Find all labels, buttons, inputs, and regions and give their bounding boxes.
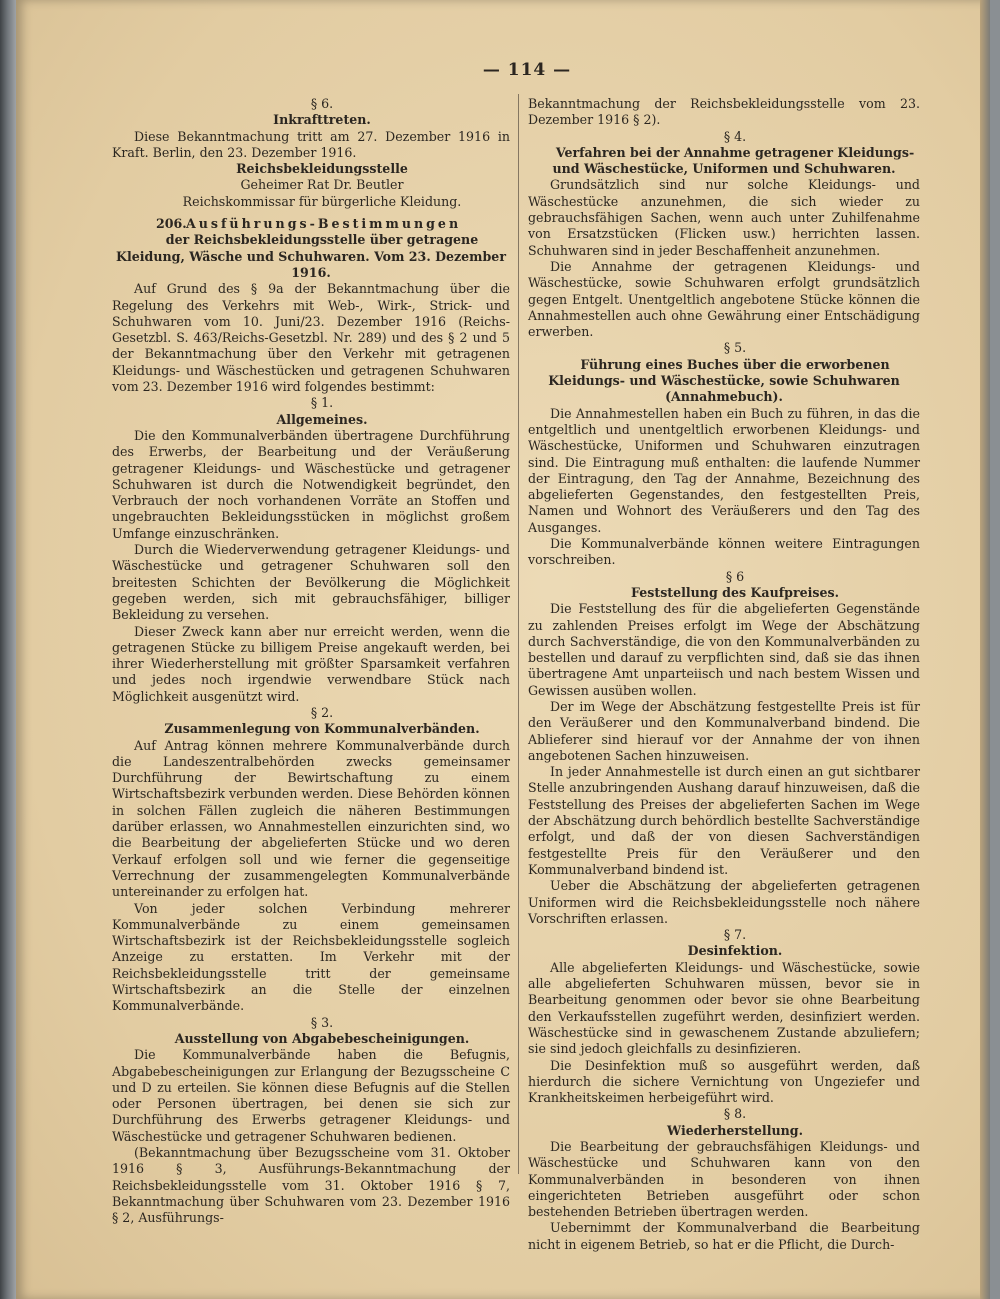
section-5-paragraph: Die Kommunalverbände können weitere Eintragungen vorschreiben.	[528, 536, 920, 568]
intro-paragraph: Auf Grund des § 9a der Bekanntmachung über die Regelung des Verkehrs mit Web-, Wirk-, Strick- und Schuhwaren vom 10. Juni/23. Dezember 1916 (Reichs-Gesetzbl. S. 463/Reichs-Gesetzbl. Nr. 289) und des § 2 und 5 der Bekanntmachung über den Verkehr mit getragenen Kleidungs- und Wäschestücken und getragenen Schuhwaren vom 23. Dezember 1916 wird folgendes bestimmt:	[112, 281, 510, 395]
section-7-header: § 7.	[723, 927, 747, 943]
section-8-paragraph: Uebernimmt der Kommunalverband die Bearbeitung nicht in eigenem Betrieb, so hat er die Pflicht, die Durch-	[528, 1220, 920, 1252]
section-8-title: Wiederherstellung.	[667, 1122, 803, 1138]
section-1-paragraph: Dieser Zweck kann aber nur erreicht werden, wenn die getragenen Stücke zu billigem Preise angekauft werden, bei ihrer Wiederherstellung mit größter Sparsamkeit verfahren und jedes noch irgendwie verwendbare Stück nach Möglichkeit ausgenützt wird.	[112, 623, 510, 704]
authority-name: Reichsbekleidungsstelle	[236, 161, 408, 177]
section-2-paragraph: Von jeder solchen Verbindung mehrerer Kommunalverbände zu einem gemeinsamen Wirtschaftsbezirk ist der Reichsbekleidungsstelle sogleich Anzeige zu erstatten. Im Verkehr mit der Reichsbekleidungsstelle tritt der gemeinsame Wirtschaftsbezirk an die Stelle der einzelnen Kommunalverbände.	[112, 900, 510, 1014]
section-4-title: Verfahren bei der Annahme getragener Kleidungs- und Wäschestücke, Uniformen und Schuhwaren.	[552, 144, 915, 177]
section-6r-paragraph: Die Feststellung des für die abgelieferten Gegenstände zu zahlenden Preises erfolgt im Wege der Abschätzung durch Sachverständige, die von den Kommunalverbänden zu bestellen und darauf zu verpflichten sind, daß sie das ihnen übertragene Amt unparteiisch und nach bestem Wissen und Gewissen ausüben wollen.	[528, 601, 920, 698]
section-3-paragraph: Die Kommunalverbände haben die Befugnis, Abgabebescheinigungen zur Erlangung der Bezugsscheine C und D zu erteilen. Sie können diese Befugnis auf die Stellen oder Personen übertragen, bei denen sie sich zur Durchführung des Erwerbs getragener Kleidungs- und Wäschestücke und getragener Schuhwaren bedienen.	[112, 1047, 510, 1144]
continuation-text: Bekanntmachung der Reichsbekleidungsstelle vom 23. Dezember 1916 § 2).	[528, 96, 920, 128]
section-6-title: Inkrafttreten.	[273, 112, 371, 128]
item-heading	[112, 216, 510, 232]
section-5-header: § 5.	[723, 340, 747, 356]
page-number: — 114 —	[482, 60, 572, 80]
section-3-paragraph: (Bekanntmachung über Bezugsscheine vom 31. Oktober 1916 § 3, Ausführungs-Bekanntmachung der Reichsbekleidungsstelle vom 31. Oktober 1916 § 7, Bekanntmachung über Schuhwaren vom 23. Dezember 1916 § 2, Ausführungs-	[112, 1145, 510, 1226]
signer-office: Reichskommissar für bürgerliche Kleidung.	[182, 193, 462, 209]
section-1-header: § 1.	[310, 395, 334, 411]
section-6r-paragraph: In jeder Annahmestelle ist durch einen an gut sichtbarer Stelle anzubringenden Aushang darauf hinzuweisen, daß die Feststellung des Preises der abgelieferten Sachen im Wege der Abschätzung durch behördlich bestellte Sachverständige erfolgt, und daß der von diesen Sachverständigen festgestellte Preis für den Veräußerer und den Kommunalverband bindend ist.	[528, 764, 920, 877]
section-7-title: Desinfektion.	[687, 943, 783, 959]
section-6r-paragraph: Der im Wege der Abschätzung festgestellte Preis ist für den Veräußerer und den Kommunalverband bindend. Die Ablieferer sind hierauf vor der Annahme der von ihnen angebotenen Sachen hinzuweisen.	[528, 698, 920, 763]
section-7-paragraph: Die Desinfektion muß so ausgeführt werden, daß hierdurch die sichere Vernichtung von Ungeziefer und Krankheitskeimen herbeigeführt wird.	[528, 1057, 920, 1106]
section-8-header: § 8.	[723, 1106, 747, 1122]
section-3-header: § 3.	[310, 1014, 334, 1030]
section-1-paragraph: Durch die Wiederverwendung getragener Kleidungs- und Wäschestücke und getragener Schuhwaren soll den breitesten Schichten der Bevölkerung die Möglichkeit gegeben werden, sich mit gebrauchsfähiger, billiger Bekleidung zu versehen.	[112, 542, 510, 623]
section-6-text: Diese Bekanntmachung tritt am 27. Dezember 1916 in Kraft. Berlin, den 23. Dezember 1916.	[112, 128, 510, 160]
section-1-paragraph: Die den Kommunalverbänden übertragene Durchführung des Erwerbs, der Bearbeitung und der Veräußerung getragener Kleidungs- und Wäschestücke und getragener Schuhwaren ist durch die Notwendigkeit begründet, den Verbrauch der noch vorhandenen Vorräte an Stoffen und ungebrauchten Bekleidungsstücken in möglichst großem Umfange einzuschränken.	[112, 427, 510, 541]
item-subtitle: der Reichsbekleidungsstelle über getragene Kleidung, Wäsche und Schuhwaren. Vom 23. Dezember 1916.	[116, 232, 506, 280]
right-column	[528, 96, 920, 1253]
section-6-header: § 6.	[310, 96, 334, 111]
section-7-paragraph: Alle abgelieferten Kleidungs- und Wäschestücke, sowie alle abgelieferten Schuhwaren müssen, bevor sie in Bearbeitung genommen oder bevor sie ohne Bearbeitung den Verkaufsstellen zugeführt werden, desinfiziert werden. Wäschestücke sind in gewaschenem Zustande abzuliefern; sie sind jedoch gleichfalls zu desinfizieren.	[528, 959, 920, 1057]
section-5-paragraph: Die Annahmestellen haben ein Buch zu führen, in das die entgeltlich und unentgeltlich erworbenen Kleidungs- und Wäschestücke, Uniformen und Schuhwaren einzutragen sind. Die Eintragung muß enthalten: die laufende Nummer der Eintragung, den Tag der Annahme, Bezeichnung des abgelieferten Gegenstandes, den festgestellten Preis, Namen und Wohnort des Veräußerers und den Tag des Ausganges.	[528, 405, 920, 535]
section-6r-title: Feststellung des Kaufpreises.	[631, 584, 839, 600]
section-8-paragraph: Die Bearbeitung der gebrauchsfähigen Kleidungs- und Wäschestücke und Schuhwaren kann von den Kommunalverbänden in besonderen von ihnen eingerichteten Betrieben ausgeführt oder schon bestehenden Betrieben übertragen werden.	[528, 1139, 920, 1220]
column-divider	[518, 94, 519, 1174]
section-4-paragraph: Die Annahme der getragenen Kleidungs- und Wäschestücke, sowie Schuhwaren erfolgt grundsätzlich gegen Entgelt. Unentgeltlich angebotene Stücke können die Annahmestellen auch ohne Gewährung einer Entschädigung erwerben.	[528, 258, 920, 340]
section-4-paragraph: Grundsätzlich sind nur solche Kleidungs- und Wäschestücke anzunehmen, die sich wieder zu gebrauchsfähigen Sachen, wenn auch unter Zuhilfenahme von Ersatzstücken (Flicken usw.) herrichten lassen. Schuhwaren sind in jeder Beschaffenheit anzunehmen.	[528, 177, 920, 258]
section-6r-paragraph: Ueber die Abschätzung der abgelieferten getragenen Uniformen wird die Reichsbekleidungsstelle noch nähere Vorschriften erlassen.	[528, 878, 920, 926]
section-5-title: Führung eines Buches über die erworbenen Kleidungs- und Wäschestücke, sowie Schuhwaren (Annahmebuch).	[548, 356, 900, 405]
section-4-header: § 4.	[723, 128, 747, 144]
section-1-title: Allgemeines.	[276, 411, 368, 427]
signer-name: Geheimer Rat Dr. Beutler	[240, 177, 404, 193]
section-6r-header: § 6	[725, 568, 745, 584]
item-number: 206.	[156, 216, 187, 232]
page-edge	[980, 0, 990, 1299]
section-2-header: § 2.	[310, 704, 334, 720]
left-column	[112, 96, 510, 1226]
book-binding	[0, 0, 16, 1299]
item-title: Ausführungs-Bestimmungen	[186, 216, 462, 232]
section-3-title: Ausstellung von Abgabebescheinigungen.	[174, 1030, 470, 1046]
section-2-paragraph: Auf Antrag können mehrere Kommunalverbände durch die Landeszentralbehörden zwecks gemeinsamer Durchführung der Bewirtschaftung zu einem Wirtschaftsbezirk verbunden werden. Diese Behörden können in solchen Fällen zugleich die näheren Bestimmungen darüber erlassen, wo Annahmestellen einzurichten sind, wo die Bearbeitung der abgelieferten Stücke und wo deren Verkauf erfolgen soll und wie ferner die gegenseitige Verrechnung der zusammengelegten Kommunalverbände untereinander zu erfolgen hat.	[112, 737, 510, 900]
section-2-title: Zusammenlegung von Kommunalverbänden.	[164, 721, 480, 737]
